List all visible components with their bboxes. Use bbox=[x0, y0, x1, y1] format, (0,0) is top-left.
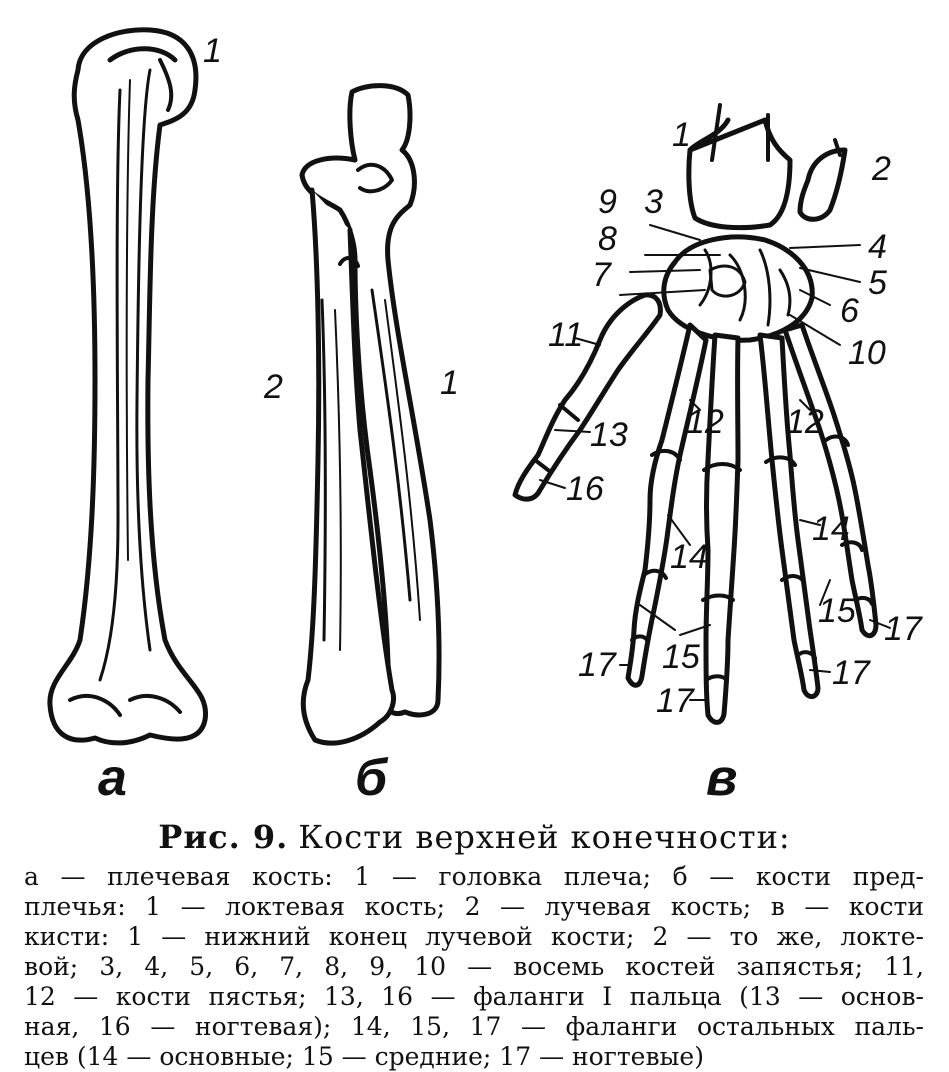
label-b-1: 1 bbox=[440, 364, 459, 402]
label-b-2: 2 bbox=[264, 368, 283, 406]
legend-line: вой; 3, 4, 5, 6, 7, 8, 9, 10 — восемь костей запястья; 11, bbox=[24, 952, 924, 981]
label-c-15b: 15 bbox=[818, 592, 856, 630]
figure-number: Рис. 9. bbox=[158, 818, 289, 856]
panel-letter-c: в bbox=[706, 749, 738, 807]
label-c-17b: 17 bbox=[656, 682, 694, 720]
humerus-drawing bbox=[50, 30, 206, 743]
label-c-10: 10 bbox=[848, 334, 886, 372]
legend-line: ная, 16 — ногтевая); 14, 15, 17 — фаланги остальных паль- bbox=[24, 1012, 924, 1041]
figure-caption-title bbox=[0, 818, 949, 856]
label-c-12a: 12 bbox=[686, 403, 724, 441]
label-c-5: 5 bbox=[868, 264, 887, 302]
label-c-14a: 14 bbox=[670, 538, 708, 576]
label-c-17a: 17 bbox=[578, 646, 616, 684]
legend-line: а — плечевая кость: 1 — головка плеча; б — кости пред- bbox=[24, 862, 924, 891]
label-c-7: 7 bbox=[592, 256, 611, 294]
label-c-11: 11 bbox=[548, 316, 584, 354]
legend-line: кисти: 1 — нижний конец лучевой кости; 2 — то же, локте- bbox=[24, 922, 924, 951]
legend-line: 12 — кости пястья; 13, 16 — фаланги I пальца (13 — основ- bbox=[24, 982, 924, 1011]
legend-line: цев (14 — основные; 15 — средние; 17 — ногтевые) bbox=[24, 1042, 704, 1071]
label-c-17c: 17 bbox=[832, 654, 870, 692]
label-c-6: 6 bbox=[840, 292, 859, 330]
panel-letter-a: а bbox=[98, 749, 127, 807]
forearm-drawing bbox=[302, 86, 439, 743]
label-c-15a: 15 bbox=[662, 638, 700, 676]
figure-title: Кости верхней конечности: bbox=[298, 818, 791, 856]
label-c-12b: 12 bbox=[786, 403, 824, 441]
label-c-2: 2 bbox=[872, 150, 891, 188]
label-c-1: 1 bbox=[672, 116, 691, 154]
figure-legend bbox=[24, 862, 924, 1072]
label-c-8: 8 bbox=[598, 220, 617, 258]
label-c-17d: 17 bbox=[884, 610, 922, 648]
legend-line: плечья: 1 — локтевая кость; 2 — лучевая кость; в — кости bbox=[24, 892, 924, 921]
label-c-9: 9 bbox=[598, 183, 617, 221]
label-c-3: 3 bbox=[644, 183, 663, 221]
label-a-1: 1 bbox=[203, 32, 222, 70]
panel-letter-b: б bbox=[355, 749, 388, 807]
label-c-14b: 14 bbox=[812, 510, 850, 548]
label-c-16: 16 bbox=[566, 470, 604, 508]
label-c-13: 13 bbox=[590, 416, 628, 454]
label-c-4: 4 bbox=[868, 228, 887, 266]
